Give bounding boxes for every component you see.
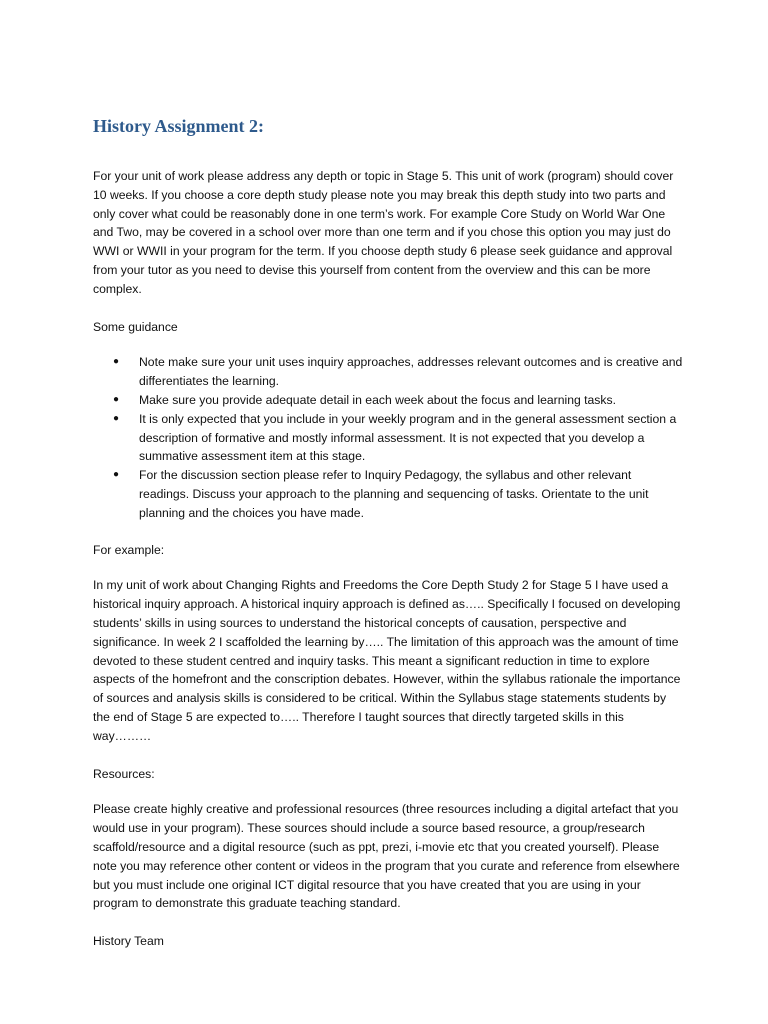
guidance-list xyxy=(93,353,683,522)
guidance-item xyxy=(113,466,683,522)
guidance-item xyxy=(113,410,683,466)
resources-heading: Resources: xyxy=(93,766,155,781)
document-body xyxy=(93,167,683,951)
guidance-item-text: For the discussion section please refer to Inquiry Pedagogy, the syllabus and other relevant readings. Discuss your approach to the planning and sequencing of tasks. Orientate to the unit planning and the choices you have made. xyxy=(139,468,649,520)
bullet-icon: ● xyxy=(113,356,120,368)
example-heading: For example: xyxy=(93,542,165,557)
bullet-icon: ● xyxy=(113,412,120,424)
guidance-heading: Some guidance xyxy=(93,319,178,334)
guidance-item-text: Make sure you provide adequate detail in each week about the focus and learning tasks. xyxy=(139,392,616,407)
guidance-item-text: It is only expected that you include in your weekly program and in the general assessment section a description of formative and mostly informal assessment. It is not expected that you develop a summative assessment item at this stage. xyxy=(139,411,677,464)
resources-paragraph: Please create highly creative and professional resources (three resources including a digital artefact that you would use in your program). These sources should include a source based resource, a group/research scaffold/resource and a digital resource (such as ppt, prezi, i-movie etc that you created yourself). Please note you may reference other content or videos in the program that you curate and reference from elsewhere but you must include one original ICT digital resource that you have created that you are using in your program to demonstrate this graduate teaching standard. xyxy=(93,802,680,911)
intro-paragraph: For your unit of work please address any depth or topic in Stage 5. This unit of work (program) should cover 10 weeks. If you choose a core depth study please note you may break this depth study into two parts and only cover what could be reasonably done in one term’s work. For example Core Study on World War One and Two, may be covered in a school over more than one term and if you chose this option you may just do WWI or WWII in your program for the term. If you choose depth study 6 please seek guidance and approval from your tutor as you need to devise this yourself from content from the overview and this can be more complex. xyxy=(93,169,674,296)
bullet-icon: ● xyxy=(113,393,120,405)
document-title: History Assignment 2: xyxy=(93,116,264,136)
example-paragraph: In my unit of work about Changing Rights and Freedoms the Core Depth Study 2 for Stage 5 I have used a historical inquiry approach. A historical inquiry approach is defined as….. Specifically I focused on developing students’ skills in using sources to understand the historical concepts of causation, perspective and significance. In week 2 I scaffolded the learning by….. The limitation of this approach was the amount of time devoted to these student centred and inquiry tasks. This meant a significant reduction in time to explore aspects of the homefront and the conscription debates. However, within the syllabus rationale the importance of sources and analysis skills is considered to be critical. Within the Syllabus stage statements students by the end of Stage 5 are expected to….. Therefore I taught sources that directly targeted skills in this way……… xyxy=(93,578,681,743)
signature: History Team xyxy=(93,934,164,949)
guidance-item xyxy=(113,391,683,410)
guidance-item xyxy=(113,353,683,391)
guidance-item-text: Note make sure your unit uses inquiry approaches, addresses relevant outcomes and is creative and differentiates the learning. xyxy=(139,355,683,389)
bullet-icon: ● xyxy=(113,469,120,481)
